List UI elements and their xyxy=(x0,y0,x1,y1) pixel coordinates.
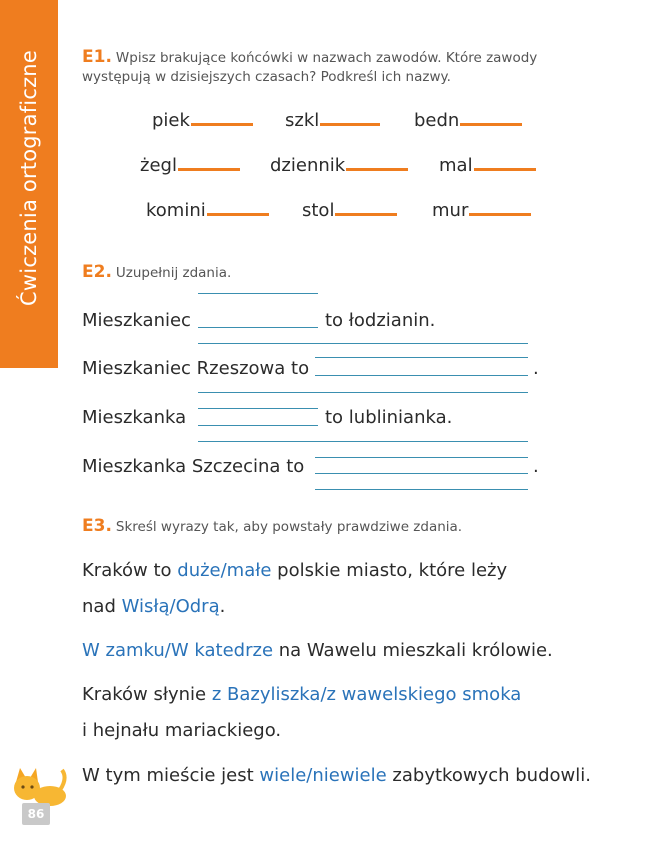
e2-sentence-2: Mieszkaniec Rzeszowa to xyxy=(82,358,310,379)
e3-line-4: Kraków słynie z Bazyliszka/z wawelskiego smoka xyxy=(82,684,522,705)
e2-sentence-2-end: . xyxy=(533,358,539,379)
e3-header xyxy=(82,517,462,537)
e2-s1-line-top xyxy=(198,293,318,294)
e2-s3-line-bottom xyxy=(198,441,528,442)
e3-number: E3. xyxy=(82,516,112,536)
e2-s1-line-bottom xyxy=(198,343,528,344)
e2-sentence-4: Mieszkanka Szczecina to xyxy=(82,456,305,477)
e2-s3-answer-line[interactable] xyxy=(198,425,318,426)
e2-s2-line-bottom xyxy=(198,392,528,393)
e2-header xyxy=(82,263,231,283)
e3-line-2: nad Wisłą/Odrą. xyxy=(82,596,226,617)
e1-word-zegl[interactable]: żegl xyxy=(140,155,240,176)
e2-sentence-3-end: to lublinianka. xyxy=(325,407,453,428)
e1-word-szkl[interactable]: szkl xyxy=(285,110,380,131)
sidebar-tab xyxy=(0,0,58,368)
e1-instruction-line2: występują w dzisiejszych czasach? Podkreśl ich nazwy. xyxy=(82,69,451,85)
e1-word-mal[interactable]: mal xyxy=(439,155,536,176)
e1-word-stol[interactable]: stol xyxy=(302,200,397,221)
e2-s4-answer-line[interactable] xyxy=(315,473,528,474)
e3-option-2[interactable]: Wisłą/Odrą xyxy=(121,596,220,617)
e2-s1-answer-line[interactable] xyxy=(198,327,318,328)
e1-word-dziennik[interactable]: dziennik xyxy=(270,155,408,176)
e2-s4-line-top xyxy=(315,457,528,458)
page-number: 86 xyxy=(22,803,50,825)
e3-line-5: i hejnału mariackiego. xyxy=(82,720,282,741)
e3-option-3[interactable]: W zamku/W katedrze xyxy=(82,640,274,661)
e3-option-1[interactable]: duże/małe xyxy=(177,560,272,581)
e2-s2-line-top xyxy=(315,357,528,358)
e3-line-1: Kraków to duże/małe polskie miasto, które leży xyxy=(82,560,508,581)
e3-line-3: W zamku/W katedrze na Wawelu mieszkali królowie. xyxy=(82,640,553,661)
e2-s2-answer-line[interactable] xyxy=(315,375,528,376)
e3-instruction: Skreśl wyrazy tak, aby powstały prawdziwe zdania. xyxy=(115,519,463,535)
e3-option-5[interactable]: wiele/niewiele xyxy=(259,765,387,786)
e3-line-6: W tym mieście jest wiele/niewiele zabytkowych budowli. xyxy=(82,765,591,786)
sidebar-label: Ćwiczenia ortograficzne xyxy=(17,50,41,306)
e1-word-piek[interactable]: piek xyxy=(152,110,253,131)
e2-number: E2. xyxy=(82,262,112,282)
e2-sentence-1-end: to łodzianin. xyxy=(325,310,436,331)
e1-word-mur[interactable]: mur xyxy=(432,200,531,221)
cat-icon xyxy=(10,760,68,806)
e1-word-komini[interactable]: komini xyxy=(146,200,269,221)
e2-sentence-4-end: . xyxy=(533,456,539,477)
e3-option-4[interactable]: z Bazyliszka/z wawelskiego smoka xyxy=(211,684,522,705)
e2-sentence-1: Mieszkaniec xyxy=(82,310,191,331)
e2-sentence-3: Mieszkanka xyxy=(82,407,187,428)
e1-word-bedn[interactable]: bedn xyxy=(414,110,522,131)
e2-s4-line-bottom xyxy=(315,489,528,490)
e1-number: E1. xyxy=(82,47,112,67)
e1-instruction-line1: Wpisz brakujące końcówki w nazwach zawodów. Które zawody xyxy=(115,50,538,66)
e2-s3-line-top xyxy=(198,408,318,409)
e2-instruction: Uzupełnij zdania. xyxy=(115,265,232,281)
e1-header xyxy=(82,48,537,87)
